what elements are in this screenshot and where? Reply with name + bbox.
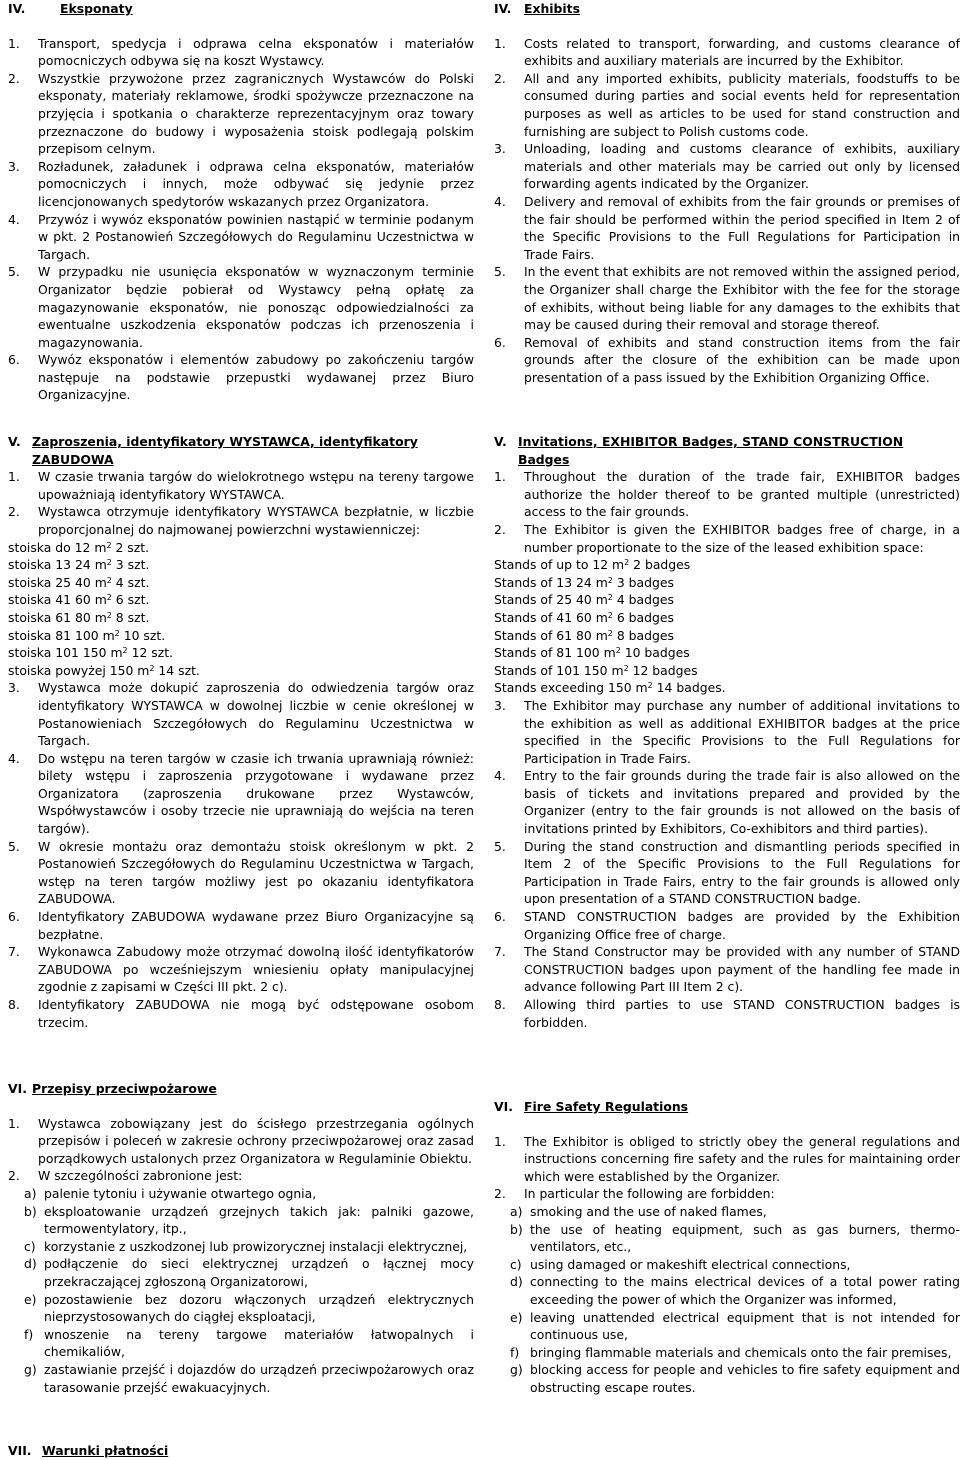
- sub-item: f) wnoszenie na tereny targowe materiałów łatwopalnych i chemikaliów,: [24, 1326, 474, 1360]
- sub-item: e) pozostawienie bez dozoru włączonych urządzeń elektrycznych nieprzystosowanych do ciągłej eksploatacji,: [24, 1291, 474, 1325]
- section-heading: [8, 0, 474, 18]
- section-title: Przepisy przeciwpożarowe: [32, 1081, 217, 1096]
- stand-row: stoiska 61 80 $m^2$ 8 szt.: [8, 609, 150, 625]
- list-item: 1. Transport, spedycja i odprawa celna eksponatów i materiałów pomocniczych odbywa się na koszt Wystawcy.: [8, 35, 474, 69]
- stand-row: stoiska 41 60 $m^2$ 6 szt.: [8, 592, 150, 608]
- section-vi-pl: [8, 1080, 474, 1396]
- list-item: 1. The Exhibitor is obliged to strictly obey the general regulations and instructions concerning fire safety and the rules for maintaining order which were established by the Organizer.: [494, 1133, 960, 1184]
- list-item: 5. W okresie montażu oraz demontażu stoisk określonym w pkt. 2 Postanowień Szczegółowych do Regulaminu Uczestnictwa w Targach, wstęp na teren targów możliwy jest po okazaniu identyfikatora ZABUDOWA.: [8, 838, 474, 907]
- list-item: 6. Wywóz eksponatów i elementów zabudowy po zakończeniu targów następuje na podstawie przepustki wydawanej przez Biuro Organizacyjne.: [8, 352, 474, 403]
- stand-row: stoiska powyżej 150 $m^2$ 14 szt.: [8, 662, 200, 678]
- list-item: 8. Allowing third parties to use STAND CONSTRUCTION badges is forbidden.: [494, 997, 960, 1030]
- list-item: 6. STAND CONSTRUCTION badges are provided by the Exhibition Organizing Office free of charge.: [494, 909, 960, 942]
- section-heading: [8, 1080, 474, 1098]
- stand-row: Stands of 61 80 $m^2$ 8 badges: [494, 627, 674, 643]
- list-item: 4. Przywóz i wywóz eksponatów powinien nastąpić w terminie podanym w pkt. 2 Postanowień Szczegółowych do Regulaminu Uczestnictwa w Targach.: [8, 211, 474, 262]
- list-item: 5. During the stand construction and dismantling periods specified in Item 2 of the Specific Provisions to the Full Regulations for Participation in Trade Fairs, entry to the fair grounds is allowed only upon presentation of a STAND CONSTRUCTION badge.: [494, 838, 960, 907]
- list-item: 1. Wystawca zobowiązany jest do ścisłego przestrzegania ogólnych przepisów i poleceń w zakresie ochrony przeciwpożarowej oraz zasad porządkowych ustalonych przez Organizatora w Regulaminie Obiektu.: [8, 1115, 474, 1166]
- list-item: 3. Rozładunek, załadunek i odprawa celna eksponatów, materiałów pomocniczych i innych, może odbywać się jedynie przez licencjonowanych spedytorów wskazanych przez Organizatora.: [8, 158, 474, 209]
- list-item: 5. W przypadku nie usunięcia eksponatów w wyznaczonym terminie Organizator będzie pobierał od Wystawcy pełną opłatę za magazynowanie eksponatów, nie ponosząc odpowiedzialności za ewentualne uszkodzenia eksponatów podczas ich przenoszenia i magazynowania.: [8, 264, 474, 350]
- list-item: 1. W czasie trwania targów do wielokrotnego wstępu na tereny targowe upoważniają identyfikatory WYSTAWCA.: [8, 469, 474, 502]
- section-title: Invitations, EXHIBITOR Badges, STAND CONSTRUCTION Badges: [518, 434, 904, 467]
- list-item: 7. Wykonawca Zabudowy może otrzymać dowolną ilość identyfikatorów ZABUDOWA po wcześniejszym wniesieniu opłaty manipulacyjnej zgodnie z zapisami w Części III pkt. 2 c).: [8, 944, 474, 995]
- list-item: 2. Wystawca otrzymuje identyfikatory WYSTAWCA bezpłatnie, w liczbie proporcjonalnej do najmowanej powierzchni wystawienniczej:: [8, 504, 474, 537]
- section-number: V.: [494, 434, 507, 449]
- list-item: 2. The Exhibitor is given the EXHIBITOR badges free of charge, in a number proportionate to the size of the leased exhibition space:: [494, 521, 960, 555]
- section-heading: [494, 433, 960, 468]
- sub-item: b) eksploatowanie urządzeń grzejnych takich jak: palniki gazowe, termowentylatory, itp.,: [24, 1203, 474, 1237]
- stand-row: stoiska do 12 $m^2$ 2 szt.: [8, 539, 150, 555]
- stand-row: stoiska 25 40 $m^2$ 4 szt.: [8, 574, 150, 590]
- stand-row: Stands of 101 150 $m^2$ 12 badges: [494, 662, 698, 678]
- section-title: Warunki płatności: [42, 1443, 169, 1458]
- list-item: 7. The Stand Constructor may be provided with any number of STAND CONSTRUCTION badges upon payment of the handling fee made in advance following Part III Item 2 c).: [494, 944, 960, 995]
- stand-row: Stands of 13 24 $m^2$ 3 badges: [494, 574, 674, 590]
- list-item: 1. Throughout the duration of the trade fair, EXHIBITOR badges authorize the holder thereof to be granted multiple (unrestricted) access to the fair grounds.: [494, 469, 960, 520]
- list-item: 2. W szczególności zabronione jest:: [8, 1168, 243, 1184]
- list-item: 1. Costs related to transport, forwarding, and customs clearance of exhibits and auxiliary materials are incurred by the Exhibitor.: [494, 35, 960, 69]
- section-heading: [8, 1442, 474, 1460]
- list-item: 4. Delivery and removal of exhibits from the fair grounds or premises of the fair should be performed within the period specified in Item 2 of the Specific Provisions to the Full Regulations for Participation in Trade Fairs.: [494, 193, 960, 262]
- section-v-en: [494, 433, 960, 1031]
- section-vi-en: [494, 1098, 960, 1397]
- sub-item: f) bringing flammable materials and chemicals onto the fair premises,: [510, 1344, 952, 1360]
- sub-item: d) podłączenie do sieci elektrycznej urządzeń o łącznej mocy przekraczającej zgłoszoną Organizatorowi,: [24, 1256, 474, 1289]
- section-vii-pl: [8, 1442, 474, 1460]
- sub-item: a) palenie tytoniu i używanie otwartego ognia,: [24, 1185, 317, 1201]
- sub-item: b) the use of heating equipment, such as gas burners, thermo-ventilators, etc.,: [510, 1221, 960, 1255]
- list-item: 2. All and any imported exhibits, publicity materials, foodstuffs to be consumed during parties and social events held for representation purposes as well as articles to be used for stand construction and furnishing are subject to Polish customs code.: [494, 70, 960, 139]
- sub-item: g) blocking access for people and vehicles to fire safety equipment and obstructing escape routes.: [510, 1362, 960, 1395]
- sub-item: e) leaving unattended electrical equipment that is not intended for continuous use,: [510, 1309, 960, 1343]
- list-item: 8. Identyfikatory ZABUDOWA nie mogą być odstępowane osobom trzecim.: [8, 997, 474, 1030]
- list-item: 4. Do wstępu na teren targów w czasie ich trwania uprawniają również: bilety wstępu i zaproszenia przygotowane i wydawane przez Organizatora (zaproszenia drukowane przez Wystawców, Współwystawców i osoby trzecie nie uprawniają do wejścia na teren targów).: [8, 750, 474, 837]
- list-item: 2. In particular the following are forbidden:: [494, 1186, 775, 1202]
- stand-row: stoiska 101 150 $m^2$ 12 szt.: [8, 645, 174, 661]
- section-number: VII.: [8, 1443, 32, 1458]
- section-number: IV.: [494, 1, 512, 16]
- sub-item: c) korzystanie z uszkodzonej lub prowizorycznej instalacji elektrycznej,: [24, 1238, 468, 1254]
- list-item: 3. Unloading, loading and customs clearance of exhibits, auxiliary materials and other materials may be carried out only by licensed forwarding agents indicated by the Organizer.: [494, 141, 960, 192]
- sub-item: d) connecting to the mains electrical devices of a total power rating exceeding the power of which the Organizer was informed,: [510, 1274, 960, 1307]
- section-title: Zaproszenia, identyfikatory WYSTAWCA, identyfikatory ZABUDOWA: [32, 434, 418, 467]
- list-item: 2. Wszystkie przywożone przez zagranicznych Wystawców do Polski eksponaty, materiały reklamowe, środki spożywcze przeznaczone na przyjęcia i spotkania o charakterze reprezentacyjnym oraz towary przeznaczone do budowy i wyposażenia stoisk podlegają polskim przepisom celnym.: [8, 70, 474, 157]
- sub-item: g) zastawianie przejść i dojazdów do urządzeń przeciwpożarowych oraz tarasowanie przejść ewakuacyjnych.: [24, 1361, 474, 1395]
- section-number: VI.: [8, 1081, 27, 1096]
- section-heading: [494, 1098, 960, 1116]
- stand-row: Stands of up to 12 $m^2$ 2 badges: [494, 557, 691, 573]
- stand-row: Stands of 25 40 $m^2$ 4 badges: [494, 592, 674, 608]
- section-number: V.: [8, 434, 21, 449]
- sub-item: c) using damaged or makeshift electrical connections,: [510, 1256, 851, 1272]
- stand-row: Stands of 81 100 $m^2$ 10 badges: [494, 645, 690, 661]
- list-item: 6. Removal of exhibits and stand construction items from the fair grounds after the closure of the exhibition can be made upon presentation of a pass issued by the Exhibition Organizing Office.: [494, 334, 960, 385]
- section-title: Fire Safety Regulations: [524, 1099, 689, 1114]
- stand-row: stoiska 81 100 $m^2$ 10 szt.: [8, 627, 166, 643]
- list-item: 6. Identyfikatory ZABUDOWA wydawane przez Biuro Organizacyjne są bezpłatne.: [8, 909, 474, 942]
- list-item: 3. The Exhibitor may purchase any number of additional invitations to the exhibition as well as additional EXHIBITOR badges at the price specified in the Specific Provisions to the Full Regulations for Participation in Trade Fairs.: [494, 697, 960, 766]
- list-item: 4. Entry to the fair grounds during the trade fair is also allowed on the basis of tickets and invitations prepared and provided by the Organizer (entry to the fair grounds is not allowed on the basis of invitations printed by Exhibitors, Co-exhibitors and third parties).: [494, 768, 960, 837]
- list-item: 5. In the event that exhibits are not removed within the assigned period, the Organizer shall charge the Exhibitor with the fee for the storage of exhibits, without being liable for any damages to the exhibits that may be caused during their removal and storage thereof.: [494, 264, 960, 333]
- stand-row: Stands exceeding 150 $m^2$ 14 badges.: [494, 680, 726, 696]
- section-heading: [8, 433, 474, 468]
- section-iv-en: [494, 0, 960, 386]
- section-number: IV.: [8, 1, 26, 16]
- stand-row: stoiska 13 24 $m^2$ 3 szt.: [8, 557, 150, 573]
- section-heading: [494, 0, 960, 18]
- section-title: Eksponaty: [60, 1, 133, 16]
- section-v-pl: [8, 433, 474, 1031]
- sub-item: a) smoking and the use of naked flames,: [510, 1203, 767, 1219]
- stand-row: Stands of 41 60 $m^2$ 6 badges: [494, 609, 674, 625]
- section-title: Exhibits: [524, 1, 580, 16]
- section-iv-pl: [8, 0, 474, 404]
- section-number: VI.: [494, 1099, 513, 1114]
- list-item: 3. Wystawca może dokupić zaproszenia do odwiedzenia targów oraz identyfikatory WYSTAWCA w dowolnej liczbie w cenie określonej w Postanowieniach Szczegółowych do Regulaminu Uczestnictwa w Targach.: [8, 680, 474, 749]
